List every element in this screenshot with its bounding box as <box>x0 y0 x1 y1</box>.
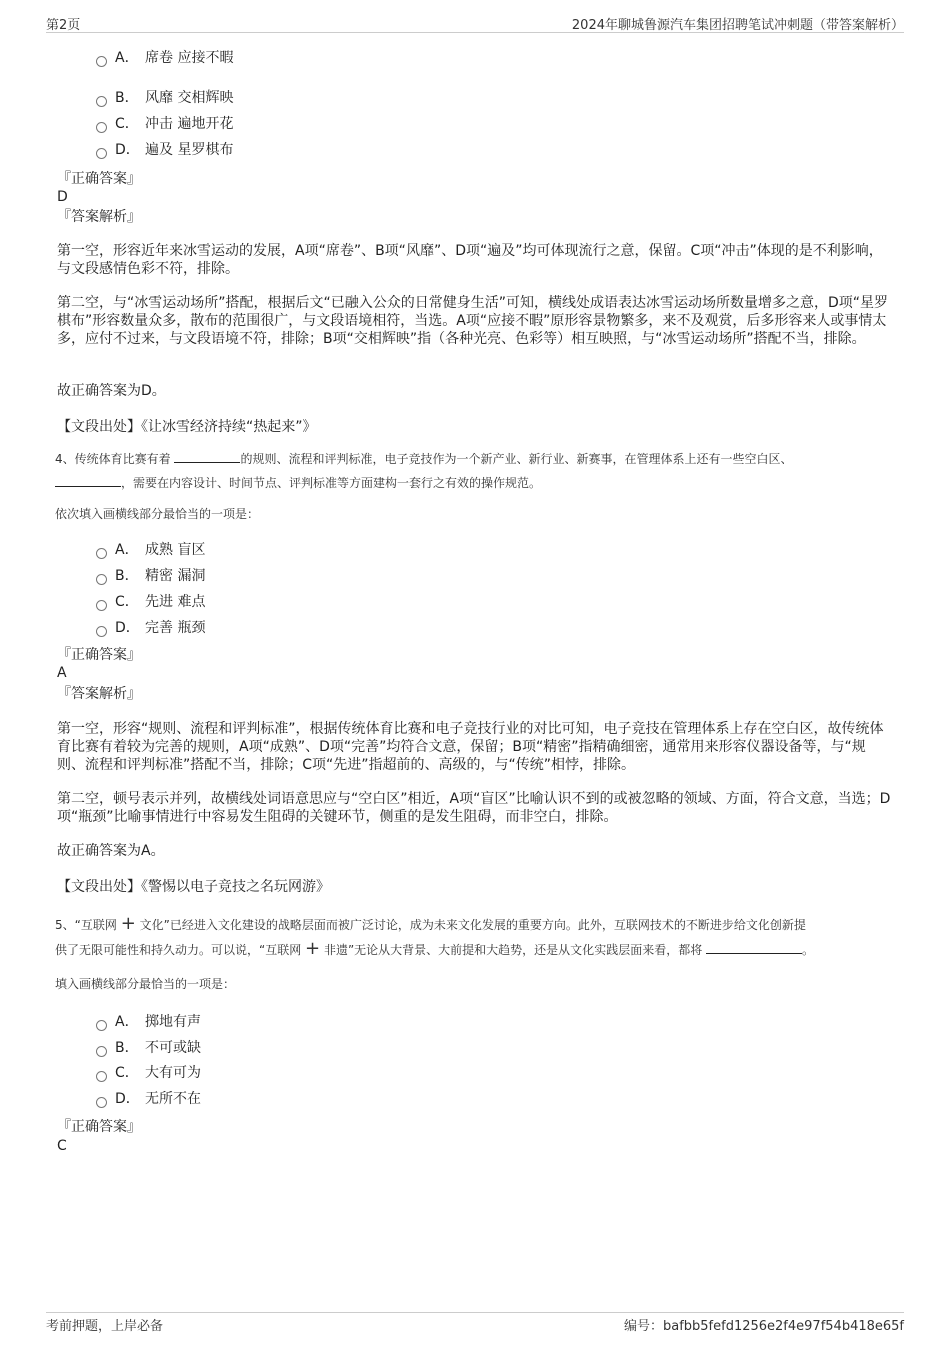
page-footer <box>46 1312 904 1337</box>
answer-value: C <box>57 1138 67 1154</box>
page-header <box>46 14 904 33</box>
analysis-paragraph: 第二空，与“冰雪运动场所”搭配，根据后文“已融入公众的日常健身生活”可知，横线处成语表达冰雪运动场所数量增多之意，D项“星罗棋布”形容数量众多，散布的范围很广，与文段语境相符，当选。A项“应接不暇”原形容景物繁多，来不及观赏，后多形容来人或事情太多，应付不过来，与文段语境不符，排除；B项“交相辉映”指（各种光亮、色彩等）相互映照，与“冰雪运动场所”搭配不当，排除。 <box>57 295 889 347</box>
q5-option-d[interactable]: D． 无所不在 <box>96 1089 201 1109</box>
analysis-paragraph: 第二空，顿号表示并列，故横线处词语意思应与“空白区”相近，A项“盲区”比喻认识不到的或被忽略的领域、方面，符合文意，当选；D项“瓶颈”比喻事情进行中容易发生阻碍的关键环节，侧重的是发生阻碍，而非空白，排除。 <box>57 791 891 825</box>
radio-icon[interactable] <box>96 574 107 585</box>
radio-icon[interactable] <box>96 600 107 611</box>
radio-icon[interactable] <box>96 626 107 637</box>
q4-stem: 4、传统体育比赛有着 的规则、流程和评判标准，电子竞技作为一个新产业、新行业、新赛事，在管理体系上还有一些空白区、 ，需要在内容设计、时间节点、评判标准等方面建构一套行之有效的操作规范。 <box>55 447 895 495</box>
radio-icon[interactable] <box>96 548 107 559</box>
source-citation: 【文段出处】《警惕以电子竞技之名玩网游》 <box>57 879 330 895</box>
q5-option-c[interactable]: C． 大有可为 <box>96 1063 201 1083</box>
analysis-label: 『答案解析』 <box>57 686 141 702</box>
answer-label: 『正确答案』 <box>57 647 141 663</box>
analysis-label: 『答案解析』 <box>57 209 141 225</box>
footer-slogan: 考前押题，上岸必备 <box>46 1319 164 1334</box>
q5-prompt: 填入画横线部分最恰当的一项是： <box>55 977 236 991</box>
q4-option-c[interactable]: C． 先进 难点 <box>96 592 205 612</box>
source-citation: 【文段出处】《让冰雪经济持续“热起来”》 <box>57 419 317 435</box>
document-id: 编号：bafbb5fefd1256e2f4e97f54b418e65f <box>623 1319 904 1334</box>
fill-blank <box>706 939 802 954</box>
q4-option-b[interactable]: B． 精密 漏洞 <box>96 566 205 586</box>
page-number: 第2页 <box>46 18 81 33</box>
q5-option-a[interactable]: A． 掷地有声 <box>96 1012 201 1032</box>
document-title: 2024年聊城鲁源汽车集团招聘笔试冲刺题（带答案解析） <box>571 18 904 33</box>
radio-icon[interactable] <box>96 1071 107 1082</box>
fill-blank <box>174 448 240 463</box>
plus-sign: + <box>305 938 321 959</box>
q5-stem: 5、“互联网 + 文化”已经进入文化建设的战略层面而被广泛讨论，成为未来文化发展的重要方向。此外，互联网技术的不断进步给文化创新提 供了无限可能性和持久动力。可以说，“互联网 + 非遗”无论从大背景、大前提和大趋势，还是从文化实践层面来看，都将 。 <box>55 913 815 959</box>
radio-icon[interactable] <box>96 148 107 159</box>
q3-option-c[interactable]: C． 冲击 遍地开花 <box>96 114 233 134</box>
plus-sign: + <box>120 913 136 934</box>
q4-option-d[interactable]: D． 完善 瓶颈 <box>96 618 205 638</box>
radio-icon[interactable] <box>96 56 107 67</box>
answer-value: A <box>57 665 67 681</box>
answer-label: 『正确答案』 <box>57 171 141 187</box>
q3-option-d[interactable]: D． 遍及 星罗棋布 <box>96 140 233 160</box>
q5-option-b[interactable]: B． 不可或缺 <box>96 1038 201 1058</box>
answer-value: D <box>57 189 68 205</box>
q3-option-a[interactable]: A． 席卷 应接不暇 <box>96 48 233 68</box>
radio-icon[interactable] <box>96 1020 107 1031</box>
conclusion: 故正确答案为D。 <box>57 383 166 399</box>
fill-blank <box>55 472 121 487</box>
q3-option-b[interactable]: B． 风靡 交相辉映 <box>96 88 233 108</box>
radio-icon[interactable] <box>96 96 107 107</box>
analysis-paragraph: 第一空，形容近年来冰雪运动的发展，A项“席卷”、B项“风靡”、D项“遍及”均可体现流行之意，保留。C项“冲击”体现的是不利影响，与文段感情色彩不符，排除。 <box>57 243 883 277</box>
analysis-paragraph: 第一空，形容“规则、流程和评判标准”，根据传统体育比赛和电子竞技行业的对比可知，电子竞技在管理体系上存在空白区，故传统体育比赛有着较为完善的规则，A项“成熟”、D项“完善”均符合文意，保留；B项“精密”指精确细密，通常用来形容仪器设备等，与“规则、流程和评判标准”搭配不当，排除；C项“先进”指超前的、高级的，与“传统”相悖，排除。 <box>57 721 884 773</box>
radio-icon[interactable] <box>96 1046 107 1057</box>
radio-icon[interactable] <box>96 1097 107 1108</box>
radio-icon[interactable] <box>96 122 107 133</box>
conclusion: 故正确答案为A。 <box>57 843 165 859</box>
q4-option-a[interactable]: A． 成熟 盲区 <box>96 540 205 560</box>
q4-prompt: 依次填入画横线部分最恰当的一项是： <box>55 507 260 521</box>
answer-label: 『正确答案』 <box>57 1119 141 1135</box>
